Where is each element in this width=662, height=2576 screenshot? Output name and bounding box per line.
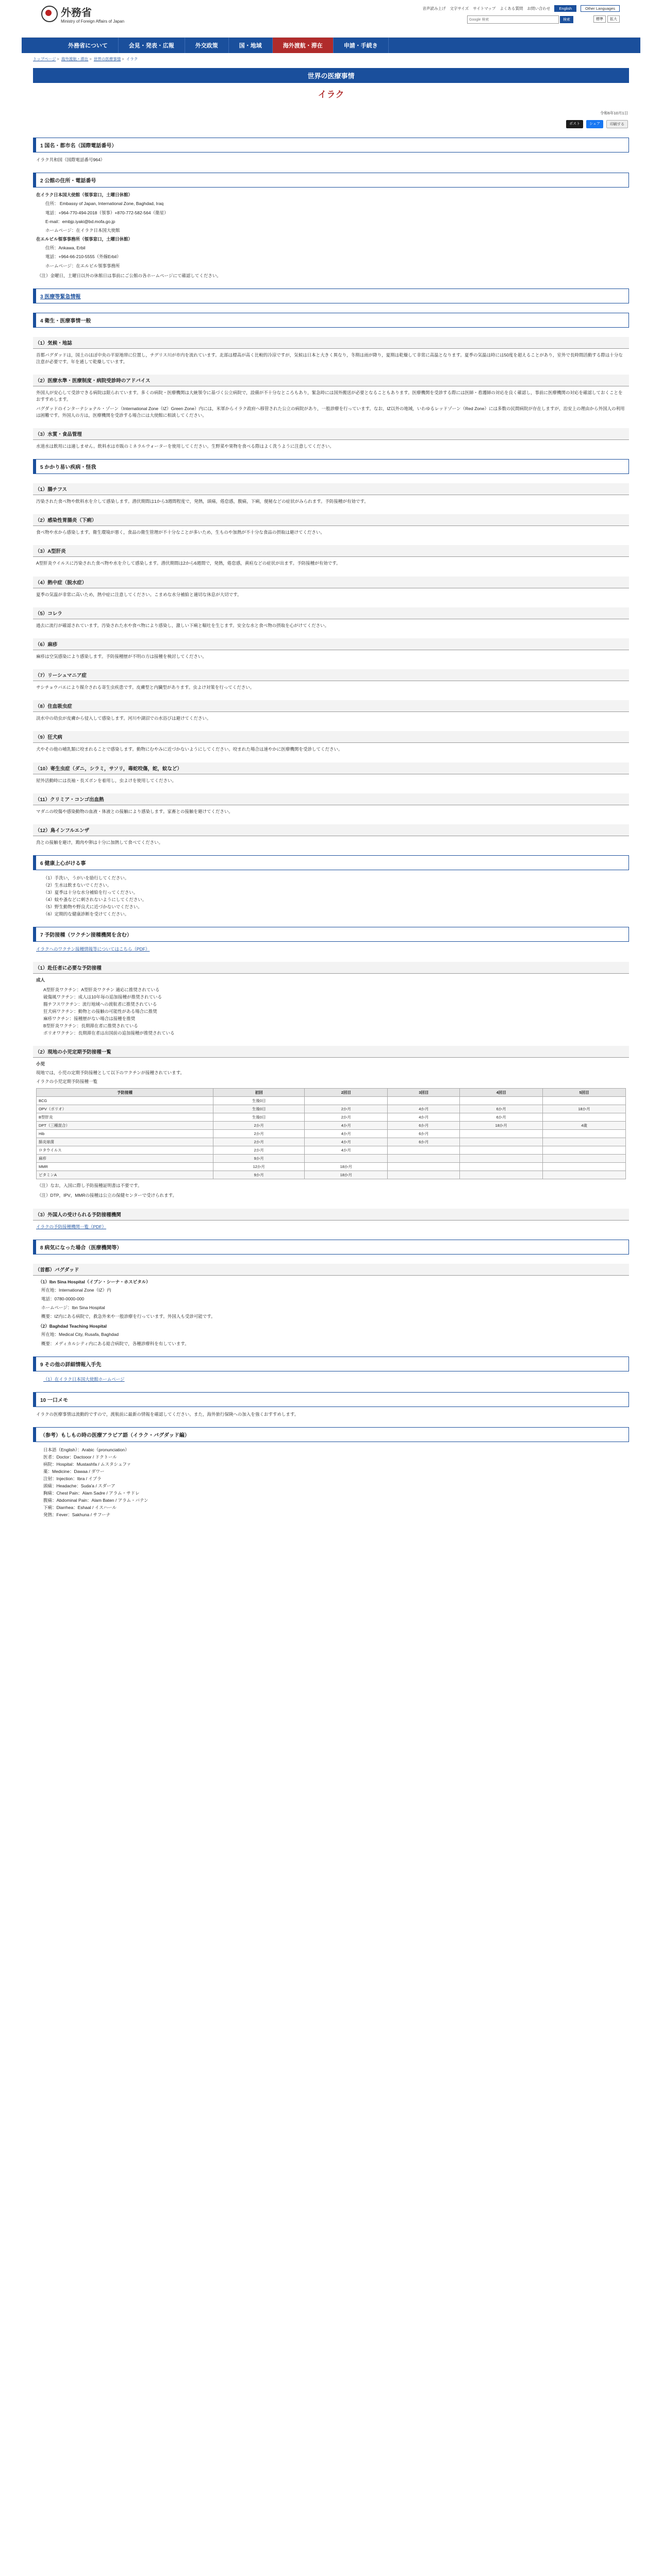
table-cell: 4歳 xyxy=(543,1122,626,1130)
section-heading-more-info: 9 その他の詳細情報入手先 xyxy=(33,1357,629,1371)
section-heading-general: 4 衛生・医療事情一般 xyxy=(33,313,629,328)
hospital-entry xyxy=(38,1323,624,1347)
section-heading-diseases: 5 かかり易い疾病・怪我 xyxy=(33,459,629,474)
vaccine-pdf-link[interactable]: イラクへのワクチン接種情報等についてはこちら（PDF） xyxy=(36,946,150,952)
table-cell: 12か月 xyxy=(213,1163,305,1171)
main-content xyxy=(33,138,629,1518)
table-cell xyxy=(388,1097,460,1105)
child-text: 現地では，小児の定期予防接種として以下のワクチンが接種されています。 xyxy=(36,1070,185,1075)
consulate-details xyxy=(42,245,629,269)
table-header-row xyxy=(37,1089,626,1097)
country-title: イラク xyxy=(318,90,344,99)
table-cell: 4か月 xyxy=(305,1146,388,1155)
util-link-contact[interactable]: お問い合わせ xyxy=(527,6,551,11)
table-cell: 9か月 xyxy=(213,1155,305,1163)
section-heading-vaccination: 7 予防接種（ワクチン接種機関を含む） xyxy=(33,927,629,942)
table-cell: 生後0日 xyxy=(213,1113,305,1122)
print-button[interactable]: 印刷する xyxy=(606,120,628,128)
table-cell: 4か月 xyxy=(388,1105,460,1113)
section-heading-embassy: 2 公館の住所・電話番号 xyxy=(33,173,629,188)
adult-label: 成人 xyxy=(36,977,45,983)
table-cell: 18か月 xyxy=(543,1105,626,1113)
table-cell: 2か月 xyxy=(213,1138,305,1146)
share-x-button[interactable]: ポスト xyxy=(566,120,583,128)
subheading-required-vaccines: （1）赴任者に必要な予防接種 xyxy=(33,962,629,974)
table-cell: 4か月 xyxy=(305,1122,388,1130)
table-cell: 生後0日 xyxy=(213,1097,305,1105)
disease-text: 夏季の気温が非常に高いため，熱中症に注意してください。こまめな水分補給と適切な休息が大切です。 xyxy=(36,591,242,597)
table-cell: 4か月 xyxy=(305,1130,388,1138)
table-cell xyxy=(543,1163,626,1171)
table-cell xyxy=(388,1146,460,1155)
list-item: （3）夏季は十分な水分補給を行ってください。 xyxy=(43,890,138,895)
consulate-homepage[interactable]: ホームページ：在エルビル領事事務所 xyxy=(45,263,120,268)
list-item: （1）手洗い，うがいを励行してください。 xyxy=(43,875,129,881)
table-cell: 6か月 xyxy=(388,1138,460,1146)
disease-text: 食べ物や水から感染します。衛生環境が悪く，食品の衛生管理が不十分なことが多いため，生ものや加熱が不十分な食品の摂取は避けてください。 xyxy=(36,530,325,535)
search-button[interactable]: 検索 xyxy=(560,16,573,23)
list-item: 腹痛：Abdominal Pain：Alam Baten / アラム・バテン xyxy=(43,1498,148,1503)
disease-text: 麻疹は空気感染により感染します。予防接種歴が不明の方は接種を検討してください。 xyxy=(36,653,207,659)
table-cell xyxy=(543,1097,626,1105)
vaccine-clinics-link[interactable]: イラクの予防接種機関一覧（PDF） xyxy=(36,1224,107,1229)
nav-procedures[interactable]: 申請・手続き xyxy=(334,38,389,53)
table-cell xyxy=(388,1163,460,1171)
table-cell: 6か月 xyxy=(460,1113,543,1122)
disease-text: 犬やその他の哺乳類に咬まれることで感染します。動物にむやみに近づかないようにしてください。咬まれた場合は速やかに医療機関を受診してください。 xyxy=(36,747,343,752)
water-text: 水道水は飲用には適しません。飲料水は市販のミネラルウォーターを使用してください。生野菜や果物を食べる際はよく洗うように注意してください。 xyxy=(36,443,334,449)
util-link-sitemap[interactable]: サイトマップ xyxy=(473,6,496,11)
table-row xyxy=(37,1105,626,1113)
more-info-list xyxy=(43,1376,629,1383)
breadcrumb-current: イラク xyxy=(126,57,138,61)
section-heading-hospitals: 8 病気になった場合（医療機関等） xyxy=(33,1240,629,1255)
mofa-emblem-icon xyxy=(41,6,58,22)
table-cell: B型肝炎 xyxy=(37,1113,213,1122)
list-item: 破傷風ワクチン：成人は10年毎の追加接種が推奨されている xyxy=(43,994,162,999)
subheading-water: （3）水質・食品管理 xyxy=(33,428,629,440)
disease-text: 過去に流行が確認されています。汚染された水や食べ物により感染し，激しい下痢と嘔吐を生じます。安全な水と食べ物の摂取を心がけてください。 xyxy=(36,622,329,628)
subheading-vaccine-clinics: （3）外国人の受けられる予防接種機関 xyxy=(33,1209,629,1221)
utility-links xyxy=(422,5,620,12)
list-item: 注射：Injection：Ibra / イブラ xyxy=(43,1476,102,1482)
disease-heading: （9）狂犬病 xyxy=(33,731,629,743)
hospital-name: （2）Baghdad Teaching Hospital xyxy=(38,1324,107,1329)
subheading-child-schedule: （2）現地の小児定期予防接種一覧 xyxy=(33,1046,629,1058)
list-item: ポリオワクチン：長期滞在者は出国前の追加接種が推奨されている xyxy=(43,1030,175,1036)
embassy-homepage[interactable]: ホームページ：在イラク日本国大使館 xyxy=(45,227,120,233)
consulate-phone: 電話：+964-66-210-5555（外線Erbil） xyxy=(45,254,121,260)
table-cell xyxy=(543,1146,626,1155)
table-header-cell: 予防接種 xyxy=(37,1089,213,1097)
search-input[interactable] xyxy=(467,15,559,24)
list-item: 麻疹ワクチン：接種歴がない場合は接種を推奨 xyxy=(43,1015,136,1021)
medical-level-text-2: バグダッドのインターナショナル・ゾーン（International Zone（IZ）Green Zone）内には，米軍からイラク政府へ移管された公立の病院があり，一般診療を行っています。なお，IZ以外の地域，いわゆるレッドゾーン（Red Zone）には多数の民間病院が存在しますが，治安上の理由から外国人の利用は困難です。外国人の方は，医療機関を受診する場合には大使館に相談してください。 xyxy=(36,405,625,418)
table-cell: 肺炎球菌 xyxy=(37,1138,213,1146)
table-row xyxy=(37,1130,626,1138)
embassy-details xyxy=(42,200,629,234)
table-cell xyxy=(305,1155,388,1163)
list-item: 病院：Hospital：Mustashfa / ムスタシュファ xyxy=(43,1461,131,1467)
climate-text: 首都バグダッドは，国土のほぼ中央の平原地帯に位置し，チグリス川が市内を流れています。北部は標高が高く比較的冷涼ですが，気候は日本と大きく異なり，冬期は雨が降り，夏期は乾燥して非常に高温となります。夏季の気温は時には50度を超えることがあり，室外で長時間活動する際は十分な注意が必要です。年を通して乾燥しています。 xyxy=(36,352,623,365)
embassy-homepage-link[interactable]: （1）在イラク日本国大使館ホームページ xyxy=(43,1376,125,1382)
share-buttons xyxy=(22,120,640,128)
list-item: 頭痛：Headache：Suda'a / スダーア xyxy=(43,1483,115,1489)
text-size-switch xyxy=(593,15,620,23)
subheading-medical-level: （2）医療水準・医療制度・病院受診時のアドバイス xyxy=(33,375,629,386)
util-link-textsize[interactable]: 文字サイズ xyxy=(450,6,469,11)
child-label: 小児 xyxy=(36,1061,45,1066)
table-header-cell: 3回目 xyxy=(388,1089,460,1097)
table-row xyxy=(37,1138,626,1146)
embassy-name: 在イラク日本国大使館（領事窓口，土曜日休館） xyxy=(36,192,133,198)
table-cell: 2か月 xyxy=(305,1113,388,1122)
list-item: （2）生水は飲まないでください。 xyxy=(43,883,112,888)
hospital-line: 電話：0780-0000-000 xyxy=(41,1296,85,1301)
util-link-voice[interactable]: 音声読み上げ xyxy=(422,6,446,11)
table-cell: 6か月 xyxy=(388,1122,460,1130)
disease-text: 淡水中の幼虫が皮膚から侵入して感染します。河川や湖沼での水浴びは避けてください。 xyxy=(36,716,211,721)
disease-text: 鳥との接触を避け，鶏肉や卵は十分に加熱して食べてください。 xyxy=(36,839,163,845)
list-item: （4）蚊や蚤などに刺されないようにしてください。 xyxy=(43,897,147,903)
table-cell: 麻疹 xyxy=(37,1155,213,1163)
table-cell xyxy=(460,1138,543,1146)
table-cell xyxy=(543,1155,626,1163)
breadcrumb: トップページ > 海外渡航・滞在 > 世界の医療事情 > イラク xyxy=(33,57,138,61)
table-cell: 2か月 xyxy=(213,1130,305,1138)
medical-level-text: 外国人が安心して受診できる病院は限られています。多くの病院・医療機関は大統領令に基づく公立病院で，設備が不十分なところもあり，緊急時には国外搬送が必要となることもあります。医療機関を受診する際には医師・看護師の対応を良く確認し，事前に医療機関の対応を確認しておくことをおすすめします。 xyxy=(36,390,623,402)
table-caption: イラクの小児定期予防接種一覧 xyxy=(36,1079,98,1084)
vaccination-table xyxy=(36,1088,626,1179)
lang-other-button[interactable]: Other Languages xyxy=(581,5,620,12)
table-cell xyxy=(543,1171,626,1179)
subheading-climate: （1）気候・地誌 xyxy=(33,337,629,349)
hospital-line: 所在地：International Zone（IZ）内 xyxy=(41,1287,111,1293)
table-cell: OPV（ポリオ） xyxy=(37,1105,213,1113)
disease-heading: （8）住血吸虫症 xyxy=(33,700,629,712)
list-item: A型肝炎ワクチン：A型肝炎ワクチン 適応に推奨されている xyxy=(43,987,160,992)
site-logo[interactable] xyxy=(41,4,124,24)
table-cell xyxy=(460,1155,543,1163)
logo-japanese: 外務省 xyxy=(61,6,92,19)
consulate-name: 在エルビル領事事務所（領事窓口，土曜日休館） xyxy=(36,236,133,242)
table-row xyxy=(37,1163,626,1171)
hospital-line: 概要：IZ内にある病院で，救急外来や一般診療を行っています。外国人も受診可能です。 xyxy=(41,1314,216,1319)
list-item: 腸チフスワクチン：流行地域への渡航者に推奨されている xyxy=(43,1001,157,1007)
list-item: 胸痛：Chest Pain：Alam Sadre / アラム・サドレ xyxy=(43,1490,140,1496)
breadcrumb-medical[interactable]: 世界の医療事情 xyxy=(93,57,121,61)
disease-heading: （3）A型肝炎 xyxy=(33,545,629,557)
table-cell: 2か月 xyxy=(213,1122,305,1130)
table-row xyxy=(37,1155,626,1163)
site-header xyxy=(22,0,640,38)
hospital-name: （1）Ibn Sina Hospital（イブン・シーナ・ホスピタル） xyxy=(38,1279,151,1284)
share-facebook-button[interactable]: シェア xyxy=(586,120,603,128)
breadcrumb-travel[interactable]: 海外渡航・滞在 xyxy=(61,57,89,61)
health-tips-list xyxy=(43,874,629,918)
disease-heading: （7）リーシュマニア症 xyxy=(33,669,629,681)
table-header-cell: 4回目 xyxy=(460,1089,543,1097)
table-cell xyxy=(460,1146,543,1155)
memo-text: イラクの医療事情は流動的ですので，渡航前に最新の情報を確認してください。また，海外旅行保険への加入を強くおすすめします。 xyxy=(36,1411,299,1417)
list-item: （5）野生動物や野良犬に近づかないでください。 xyxy=(43,904,142,910)
table-cell: 18か月 xyxy=(305,1171,388,1179)
adult-vaccine-list xyxy=(43,986,629,1037)
table-cell xyxy=(460,1097,543,1105)
disease-heading: （5）コレラ xyxy=(33,607,629,619)
disease-heading: （4）熱中症（脱水症） xyxy=(33,577,629,588)
embassy-email[interactable]: E-mail：embjp.iyaki@bd.mofa.go.jp xyxy=(45,218,115,224)
list-item: 狂犬病ワクチン：動物との接触の可能性がある場合に推奨 xyxy=(43,1008,157,1014)
hospital-entry xyxy=(38,1279,624,1320)
table-cell: ビタミンA xyxy=(37,1171,213,1179)
table-cell: MMR xyxy=(37,1163,213,1171)
disease-text: サシチョウバエにより媒介される寄生虫疾患です。皮膚型と内臓型があります。虫よけ対策を行ってください。 xyxy=(36,685,255,690)
table-row xyxy=(37,1171,626,1179)
table-cell: 2か月 xyxy=(305,1105,388,1113)
search-box xyxy=(467,15,573,24)
phrase-list xyxy=(43,1446,629,1518)
global-nav xyxy=(22,38,640,53)
table-cell: 4か月 xyxy=(305,1138,388,1146)
disease-text: 屋外活動時には長袖・長ズボンを着用し，虫よけを使用してください。 xyxy=(36,777,177,783)
disease-heading: （12）鳥インフルエンザ xyxy=(33,824,629,836)
list-item: 日本語（English）：Arabic（pronunciation） xyxy=(43,1447,129,1452)
list-item: （6）定期的な健康診断を受けてください。 xyxy=(43,911,129,917)
table-cell xyxy=(305,1097,388,1105)
embassy-phone: 電話：+964-770-494-2018（領事）+870-772-582-564（衛星） xyxy=(45,210,169,215)
list-item: 医者：Doctor：Dactooor / ドクトール xyxy=(43,1454,117,1460)
table-cell: 18か月 xyxy=(460,1122,543,1130)
list-item: 下痢：Diarrhea：Eshaal / イスハール xyxy=(43,1505,117,1511)
disease-heading: （1）腸チフス xyxy=(33,483,629,495)
list-item: 発熱：Fever：Sakhuna / サフーナ xyxy=(43,1512,111,1518)
section-heading-phrases: （参考）もしもの時の医療アラビア語（イラク・バグダッド編） xyxy=(33,1427,629,1442)
disease-heading: （10）寄生虫症（ダニ，シラミ，サソリ，毒蛇咬傷，蛇，蚊など） xyxy=(33,762,629,774)
disease-heading: （6）麻疹 xyxy=(33,638,629,650)
nav-travel[interactable]: 海外渡航・滞在 xyxy=(273,38,334,53)
page-wrapper xyxy=(22,0,640,1518)
table-cell: 4か月 xyxy=(388,1113,460,1122)
table-header-cell: 5回目 xyxy=(543,1089,626,1097)
nav-about[interactable]: 外務省について xyxy=(58,38,119,53)
text-size-normal-button[interactable]: 標準 xyxy=(593,15,606,23)
table-cell: DPT（三種混合） xyxy=(37,1122,213,1130)
nav-policy[interactable]: 外交政策 xyxy=(185,38,229,53)
table-row xyxy=(37,1113,626,1122)
disease-heading: （2）感染性胃腸炎（下痢） xyxy=(33,514,629,526)
hospital-line: 所在地：Medical City, Rusafa, Baghdad xyxy=(41,1332,119,1337)
page-title: 世界の医療事情 xyxy=(33,68,629,83)
table-cell xyxy=(543,1138,626,1146)
disease-text: A型肝炎ウイルスに汚染された食べ物や水を介して感染します。潜伏期間は2から6週間で，発熱，倦怠感，黄疸などの症状が出ます。予防接種が有効です。 xyxy=(36,561,341,566)
table-cell xyxy=(388,1155,460,1163)
publish-date: 令和6年10月1日 xyxy=(600,111,628,115)
hospital-homepage-link[interactable]: ホームページ：Ibn Sina Hospital xyxy=(41,1305,105,1311)
list-item: B型肝炎ワクチン：長期滞在者に推奨されている xyxy=(43,1023,138,1028)
disease-text: 汚染された食べ物や飲料水を介して感染します。潜伏期間は1から3週間程度で，発熱，頭痛，倦怠感，腹痛，下痢，便秘などの症状がみられます。予防接種が有効です。 xyxy=(36,499,369,504)
table-cell: 9か月 xyxy=(213,1171,305,1179)
table-cell xyxy=(388,1171,460,1179)
disease-list xyxy=(33,483,629,846)
table-row xyxy=(37,1097,626,1105)
util-link-faq[interactable]: よくある質問 xyxy=(500,6,523,11)
country-name-text: イラク共和国（国際電話番号964） xyxy=(36,157,105,162)
table-cell xyxy=(543,1113,626,1122)
table-cell xyxy=(543,1130,626,1138)
disease-heading: （11）クリミア・コンゴ出血熱 xyxy=(33,793,629,805)
table-cell: 6か月 xyxy=(388,1130,460,1138)
section-heading-country: 1 国名・都市名（国際電話番号） xyxy=(33,138,629,152)
table-cell xyxy=(460,1163,543,1171)
table-cell: 6か月 xyxy=(460,1105,543,1113)
vaccine-note-2: （注）DTP，IPV，MMRの接種は公立の保健センターで受けられます。 xyxy=(37,1193,177,1198)
breadcrumb-home[interactable]: トップページ xyxy=(33,57,56,61)
table-cell xyxy=(460,1171,543,1179)
consulate-address: 住所：Ankawa, Erbil xyxy=(45,245,86,251)
hospital-line: 概要：メディカルシティ内にある総合病院で，各種診療科を有しています。 xyxy=(41,1341,189,1346)
embassy-note: （注）金曜日，土曜日以外の休館日は事前にご公館の各ホームページにて確認してください。 xyxy=(37,273,221,278)
section-heading-health-tips: 6 健康上心がける事 xyxy=(33,855,629,870)
table-cell: 2か月 xyxy=(213,1146,305,1155)
subheading-city: （首都）バグダッド xyxy=(33,1264,629,1276)
lang-english-button[interactable]: English xyxy=(554,5,576,12)
nav-press[interactable]: 会見・発表・広報 xyxy=(119,38,185,53)
table-header-cell: 2回目 xyxy=(305,1089,388,1097)
vaccine-note-1: （注）なお，入国に際し予防接種証明書は不要です。 xyxy=(37,1183,142,1189)
table-row xyxy=(37,1146,626,1155)
section-heading-emergency[interactable]: 3 医療等緊急情報 xyxy=(33,289,629,303)
table-cell: Hib xyxy=(37,1130,213,1138)
table-cell: 生後0日 xyxy=(213,1105,305,1113)
table-header-cell: 初回 xyxy=(213,1089,305,1097)
table-cell xyxy=(460,1130,543,1138)
table-cell: ロタウイルス xyxy=(37,1146,213,1155)
section-heading-memo: 10 一口メモ xyxy=(33,1392,629,1407)
list-item: 薬：Medicine：Dawaa / ダワー xyxy=(43,1469,105,1474)
embassy-address: 住所： Embassy of Japan, International Zone, Baghdad, Iraq xyxy=(45,201,164,207)
table-cell: 18か月 xyxy=(305,1163,388,1171)
nav-regions[interactable]: 国・地域 xyxy=(229,38,273,53)
table-cell: BCG xyxy=(37,1097,213,1105)
list-item xyxy=(43,1376,629,1383)
logo-english: Ministry of Foreign Affairs of Japan xyxy=(61,19,125,24)
table-row xyxy=(37,1122,626,1130)
text-size-large-button[interactable]: 拡大 xyxy=(607,15,620,23)
disease-text: マダニの咬傷や感染動物の血液・体液との接触により感染します。家畜との接触を避けてください。 xyxy=(36,808,233,814)
